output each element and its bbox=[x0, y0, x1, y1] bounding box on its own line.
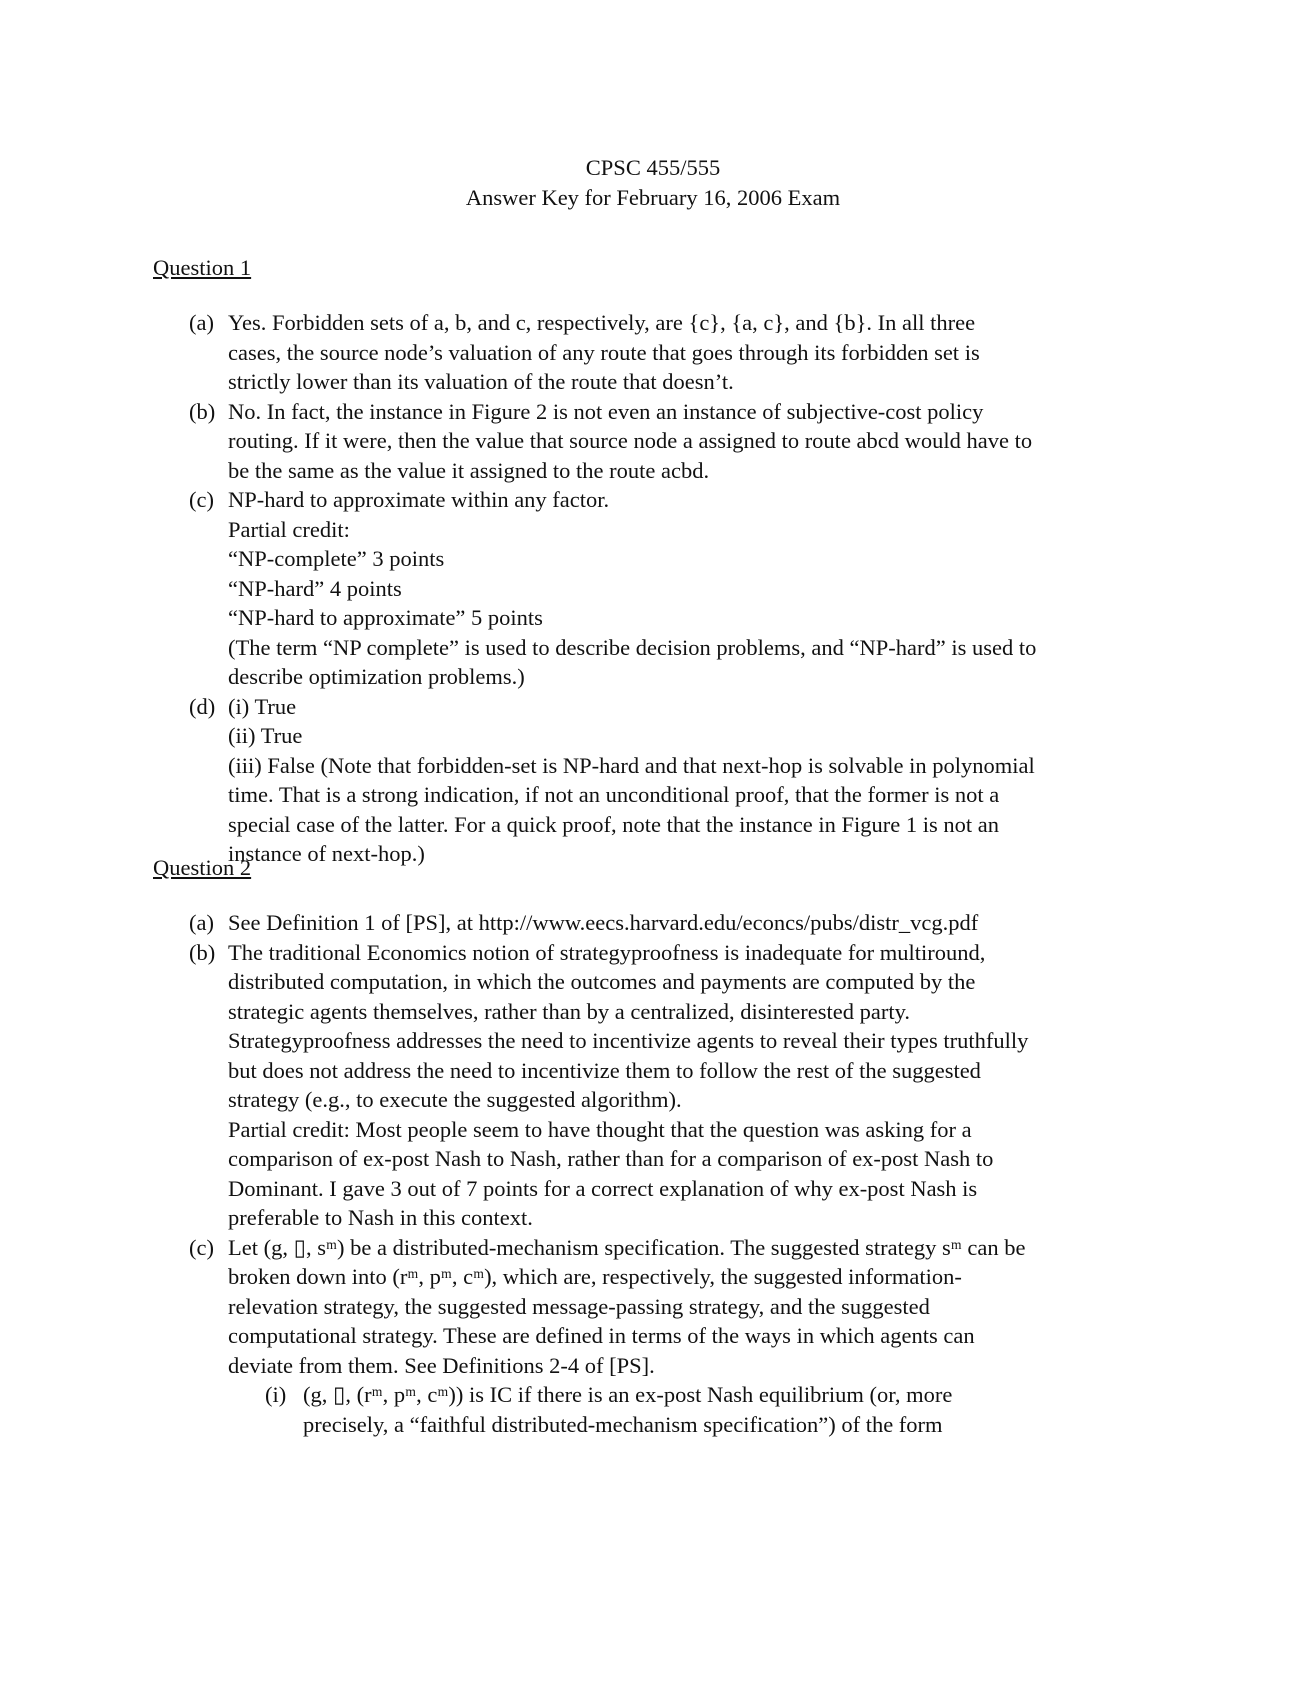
answer-line: Partial credit: bbox=[228, 516, 350, 542]
answer-label: (c) bbox=[189, 1234, 214, 1260]
answer-line: broken down into (rᵐ, pᵐ, cᵐ), which are, respectively, the suggested information- bbox=[228, 1264, 962, 1289]
course-title: CPSC 455/555 bbox=[585, 155, 721, 180]
question-2-answers bbox=[189, 908, 1149, 1439]
answer-line: preferable to Nash in this context. bbox=[228, 1205, 533, 1230]
exam-title: Answer Key for February 16, 2006 Exam bbox=[465, 184, 841, 210]
answer-line: comparison of ex-post Nash to Nash, rather than for a comparison of ex-post Nash to bbox=[228, 1146, 994, 1171]
answer-line: cases, the source node’s valuation of any route that goes through its forbidden set is bbox=[228, 339, 980, 365]
answer-label: (b) bbox=[189, 939, 216, 965]
answer-line: NP-hard to approximate within any factor. bbox=[228, 487, 610, 512]
answer-line: strategic agents themselves, rather than by a centralized, disinterested party. bbox=[228, 998, 911, 1024]
answer-line: be the same as the value it assigned to the route acbd. bbox=[228, 457, 710, 483]
answer-line: Dominant. I gave 3 out of 7 points for a correct explanation of why ex-post Nash is bbox=[228, 1175, 978, 1201]
answer-line: relevation strategy, the suggested message-passing strategy, and the suggested bbox=[228, 1293, 930, 1319]
answer-line: deviate from them. See Definitions 2-4 of [PS]. bbox=[228, 1352, 655, 1378]
answer-line: Let (g, ▯, sᵐ) be a distributed-mechanism specification. The suggested strategy sᵐ can be bbox=[228, 1234, 1026, 1260]
answer-line: Yes. Forbidden sets of a, b, and c, respectively, are {c}, {a, c}, and {b}. In all three bbox=[228, 310, 976, 335]
answer-label: (a) bbox=[189, 910, 214, 935]
answer-line: but does not address the need to incentivize them to follow the rest of the suggested bbox=[228, 1057, 981, 1083]
question-1-answers bbox=[189, 308, 1149, 869]
answer-line: strategy (e.g., to execute the suggested algorithm). bbox=[228, 1087, 682, 1112]
answer-text bbox=[228, 938, 1149, 1233]
answer-line: “NP-complete” 3 points bbox=[228, 546, 445, 571]
answer-item bbox=[189, 1233, 1149, 1381]
answer-label: (a) bbox=[189, 310, 214, 335]
answer-item bbox=[189, 397, 1149, 486]
answer-item bbox=[189, 485, 1149, 692]
sub-item-label: (i) bbox=[265, 1382, 287, 1407]
answer-label: (d) bbox=[189, 693, 216, 719]
answer-line: The traditional Economics notion of strategyproofness is inadequate for multiround, bbox=[228, 939, 986, 965]
answer-item bbox=[189, 938, 1149, 1233]
answer-line: Strategyproofness addresses the need to incentivize agents to reveal their types truthfully bbox=[228, 1028, 1029, 1053]
question-2-heading: Question 2 bbox=[153, 855, 252, 880]
answer-line: time. That is a strong indication, if not an unconditional proof, that the former is not a bbox=[228, 782, 1000, 807]
answer-line: (iii) False (Note that forbidden-set is NP-hard and that next-hop is solvable in polynomial bbox=[228, 752, 1035, 778]
answer-line: (The term “NP complete” is used to describe decision problems, and “NP-hard” is used to bbox=[228, 634, 1037, 660]
sub-item-line: (g, ▯, (rᵐ, pᵐ, cᵐ)) is IC if there is an ex-post Nash equilibrium (or, more bbox=[303, 1382, 953, 1407]
answer-label: (c) bbox=[189, 487, 214, 512]
answer-line: computational strategy. These are defined in terms of the ways in which agents can bbox=[228, 1323, 975, 1348]
answer-text bbox=[228, 397, 1149, 486]
answer-line: describe optimization problems.) bbox=[228, 664, 525, 689]
document-header bbox=[0, 153, 1306, 212]
answer-line: routing. If it were, then the value that source node a assigned to route abcd would have to bbox=[228, 428, 1033, 453]
answer-item bbox=[189, 692, 1149, 869]
question-1-heading: Question 1 bbox=[153, 255, 252, 280]
answer-line: “NP-hard to approximate” 5 points bbox=[228, 605, 543, 630]
answer-line: distributed computation, in which the outcomes and payments are computed by the bbox=[228, 969, 976, 994]
answer-line: (ii) True bbox=[228, 723, 303, 748]
sub-item bbox=[189, 1380, 1149, 1439]
answer-text bbox=[228, 308, 1149, 397]
answer-item bbox=[189, 908, 1149, 938]
answer-line: Partial credit: Most people seem to have thought that the question was asking for a bbox=[228, 1116, 972, 1142]
answer-line: special case of the latter. For a quick proof, note that the instance in Figure 1 is not an bbox=[228, 811, 1000, 837]
answer-line: See Definition 1 of [PS], at http://www.eecs.harvard.edu/econcs/pubs/distr_vcg.pdf bbox=[228, 910, 979, 935]
sub-item-line: precisely, a “faithful distributed-mechanism specification”) of the form bbox=[303, 1411, 943, 1437]
answer-line: strictly lower than its valuation of the route that doesn’t. bbox=[228, 369, 734, 394]
answer-line: (i) True bbox=[228, 693, 297, 719]
answer-text bbox=[228, 692, 1149, 869]
answer-line: No. In fact, the instance in Figure 2 is not even an instance of subjective-cost policy bbox=[228, 398, 984, 424]
answer-text bbox=[228, 1233, 1149, 1381]
answer-label: (b) bbox=[189, 398, 216, 424]
answer-line: “NP-hard” 4 points bbox=[228, 575, 402, 601]
answer-item bbox=[189, 308, 1149, 397]
sub-item-text bbox=[303, 1380, 1149, 1439]
answer-text bbox=[228, 485, 1149, 692]
answer-line: instance of next-hop.) bbox=[228, 841, 425, 866]
answer-text bbox=[228, 908, 1149, 938]
